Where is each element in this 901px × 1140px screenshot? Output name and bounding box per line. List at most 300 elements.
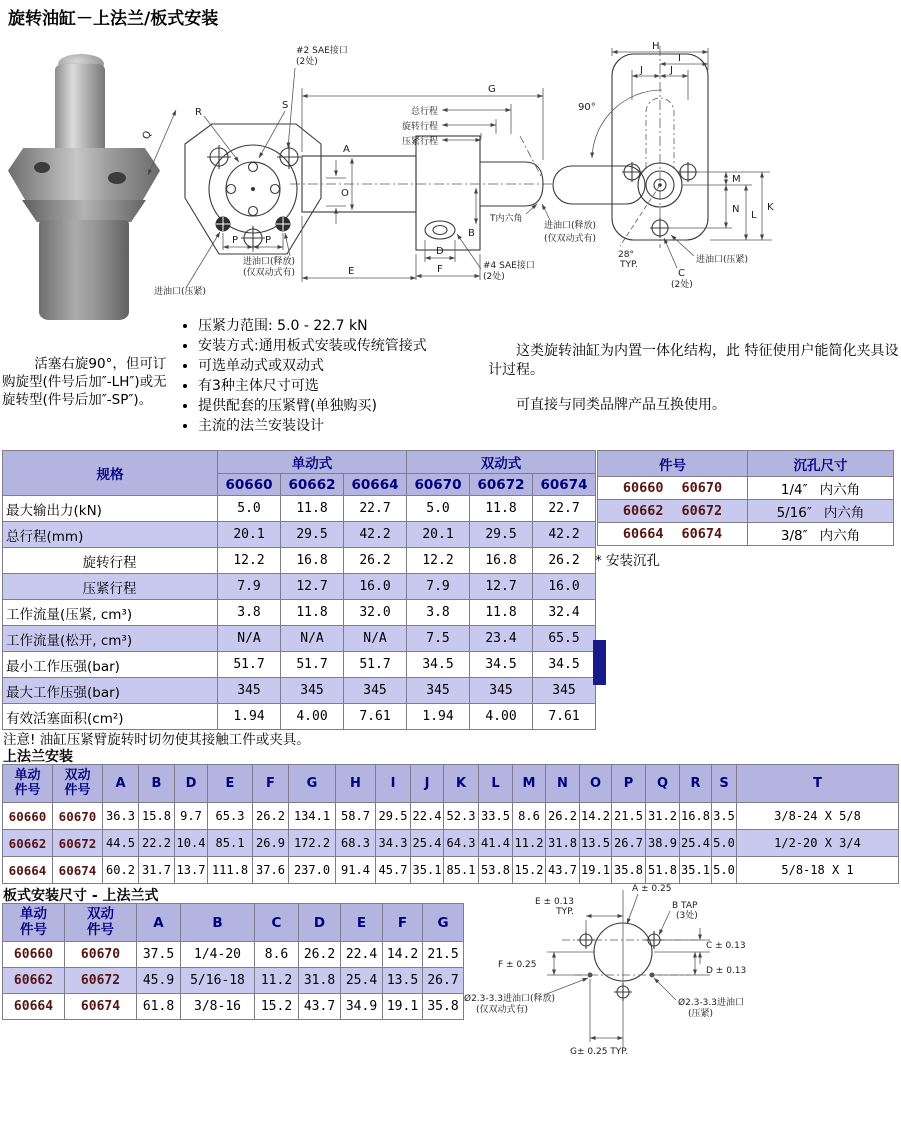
- spec-value: 12.7: [470, 574, 533, 600]
- spec-row-label: 总行程(mm): [3, 522, 218, 548]
- dim-column-header: G: [423, 904, 464, 942]
- dim-value: 1/4-20: [181, 942, 255, 968]
- dim-column-header: D: [175, 765, 208, 803]
- spec-value: 12.2: [407, 548, 470, 574]
- port-clamp-label: Ø2.3-3.3进油口: [678, 998, 744, 1008]
- spec-value: 16.0: [344, 574, 407, 600]
- dim-label-h: H: [652, 41, 660, 52]
- dim-label-f: F: [437, 264, 443, 275]
- spec-row-label: 有效活塞面积(cm²): [3, 704, 218, 730]
- spec-row: [3, 522, 596, 548]
- dim-label-f: F ± 0.25: [498, 960, 537, 970]
- technical-drawing-top: [140, 40, 901, 322]
- spec-value: 345: [407, 678, 470, 704]
- spec-value: N/A: [344, 626, 407, 652]
- dim-column-header: P: [612, 765, 646, 803]
- spec-value: 345: [344, 678, 407, 704]
- sae-port4-label2: (2处): [483, 272, 505, 282]
- spec-value: 11.8: [281, 600, 344, 626]
- dim-column-header: A: [137, 904, 181, 942]
- hex-label: 内六角: [819, 482, 861, 498]
- dim-value: 31.2: [646, 803, 680, 830]
- spec-value: 65.5: [533, 626, 596, 652]
- dim-value: 5.0: [712, 830, 737, 857]
- spec-row-label: 旋转行程: [3, 548, 218, 574]
- spec-value: 1.94: [407, 704, 470, 730]
- dim-column-header: I: [376, 765, 411, 803]
- dim-label-o: O: [341, 188, 349, 199]
- spec-value: 34.5: [470, 652, 533, 678]
- dim-value: 19.1: [383, 994, 423, 1020]
- spec-value: 29.5: [281, 522, 344, 548]
- dim-label-c: C ± 0.13: [706, 941, 746, 951]
- dim-value: 41.4: [479, 830, 513, 857]
- part-number: 60660: [622, 480, 664, 496]
- part-number: 60672: [65, 968, 137, 994]
- dim-column-header: A: [103, 765, 139, 803]
- photo-flange: [8, 148, 160, 202]
- photo-flange-skirt: [22, 200, 146, 222]
- size-value: 1/4″: [780, 482, 808, 498]
- part-number: 60674: [65, 994, 137, 1020]
- spec-value: 5.0: [407, 496, 470, 522]
- dim-value: 29.5: [376, 803, 411, 830]
- dim-label-s: S: [282, 100, 289, 111]
- dim-value: 34.3: [376, 830, 411, 857]
- spec-row: [3, 600, 596, 626]
- dim-value: 35.8: [423, 994, 464, 1020]
- counterbore-header: [598, 451, 894, 477]
- flange-row: [3, 830, 899, 857]
- spec-value: 16.0: [533, 574, 596, 600]
- spec-value: 7.5: [407, 626, 470, 652]
- part-number-header: 60660: [218, 474, 281, 496]
- part-number: 60664: [622, 526, 664, 542]
- dim-column-header: K: [444, 765, 479, 803]
- dim-value: 22.4: [411, 803, 444, 830]
- group-single-acting: 单动式: [218, 451, 407, 474]
- spec-value: 26.2: [533, 548, 596, 574]
- right-note-1: 这类旋转油缸为内置一体化结构，此 特征使用户能简化夹具设计过程。: [488, 343, 899, 378]
- spec-table: [2, 450, 596, 730]
- feature-item: • 主流的法兰安装设计: [198, 416, 518, 436]
- spec-value: 26.2: [344, 548, 407, 574]
- right-notes: [488, 342, 900, 431]
- counterbore-parts: [598, 523, 748, 546]
- dim-label-a: A ± 0.25: [632, 884, 672, 894]
- dim-value: 111.8: [208, 857, 253, 884]
- size-value: 3/8″: [780, 528, 808, 544]
- dim-value: 3/8-24 X 5/8: [737, 803, 899, 830]
- dim-value: 15.8: [139, 803, 175, 830]
- dim-value: 26.7: [612, 830, 646, 857]
- spec-row-label: 工作流量(压紧, cm³): [3, 600, 218, 626]
- plate-row: [3, 994, 464, 1020]
- angle-28-label: 28°: [618, 250, 634, 260]
- col-single-part: 单动 件号: [3, 765, 53, 803]
- dim-value: 22.2: [139, 830, 175, 857]
- sae-port-label2: (2处): [296, 57, 318, 67]
- dim-label-m: M: [732, 174, 741, 185]
- spec-value: 5.0: [218, 496, 281, 522]
- dim-value: 31.8: [299, 968, 341, 994]
- spec-value: 51.7: [281, 652, 344, 678]
- dim-label-r: R: [195, 107, 202, 118]
- plate-section-title: 板式安装尺寸 - 上法兰式: [3, 888, 159, 904]
- spec-value: 12.2: [218, 548, 281, 574]
- plate-row: [3, 942, 464, 968]
- spec-value: 7.9: [407, 574, 470, 600]
- dim-column-header: N: [546, 765, 580, 803]
- part-number: 60664: [3, 994, 65, 1020]
- spec-value: 7.9: [218, 574, 281, 600]
- dim-column-header: R: [680, 765, 712, 803]
- dim-value: 172.2: [289, 830, 336, 857]
- accent-block: [593, 640, 606, 685]
- dim-value: 3.5: [712, 803, 737, 830]
- spec-value: 345: [218, 678, 281, 704]
- counterbore-parts: [598, 477, 748, 500]
- dim-value: 19.1: [580, 857, 612, 884]
- dim-value: 45.9: [137, 968, 181, 994]
- dim-value: 61.8: [137, 994, 181, 1020]
- spec-value: 32.4: [533, 600, 596, 626]
- port-release-label: 进油口(释放): [242, 257, 296, 267]
- counterbore-row: [598, 477, 894, 500]
- page-title: 旋转油缸－上法兰/板式安装: [8, 9, 219, 29]
- dim-value: 5/16-18: [181, 968, 255, 994]
- counterbore-row: [598, 523, 894, 546]
- hex-label: 内六角: [819, 528, 861, 544]
- plate-mount-table: [2, 903, 464, 1020]
- feature-item: • 压紧力范围: 5.0 - 22.7 kN: [198, 316, 518, 336]
- dim-value: 60.2: [103, 857, 139, 884]
- dim-label-e: E ± 0.13: [535, 897, 574, 907]
- part-number: 60670: [65, 942, 137, 968]
- size-value: 5/16″: [776, 505, 812, 521]
- counterbore-col-size: 沉孔尺寸: [748, 451, 894, 477]
- spec-value: 16.8: [281, 548, 344, 574]
- stroke-total-label: 总行程: [410, 107, 438, 117]
- dim-value: 14.2: [383, 942, 423, 968]
- dim-value: 21.5: [612, 803, 646, 830]
- dim-value: 15.2: [513, 857, 546, 884]
- dim-value: 15.2: [255, 994, 299, 1020]
- dim-label-e: E: [348, 266, 355, 277]
- spec-value: 42.2: [533, 522, 596, 548]
- spec-value: 12.7: [281, 574, 344, 600]
- dim-column-header: F: [253, 765, 289, 803]
- spec-value: 20.1: [218, 522, 281, 548]
- dim-label-g: G± 0.25 TYP.: [570, 1047, 629, 1057]
- spec-value: 16.8: [470, 548, 533, 574]
- stroke-rotate-label: 旋转行程: [401, 122, 438, 132]
- dim-column-header: O: [580, 765, 612, 803]
- dim-value: 13.5: [383, 968, 423, 994]
- photo-rod: [55, 64, 105, 156]
- dim-label-j: J: [670, 65, 673, 76]
- part-number-header: 60664: [344, 474, 407, 496]
- dim-value: 85.1: [208, 830, 253, 857]
- spec-value: 7.61: [533, 704, 596, 730]
- part-number: 60660: [3, 803, 53, 830]
- dim-label-e-typ: TYP.: [556, 907, 574, 917]
- dim-value: 5.0: [712, 857, 737, 884]
- dim-label-g: G: [488, 84, 496, 95]
- dim-column-header: C: [255, 904, 299, 942]
- counterbore-parts: [598, 500, 748, 523]
- spec-value: 345: [470, 678, 533, 704]
- dim-column-header: B: [181, 904, 255, 942]
- spec-row: [3, 626, 596, 652]
- plate-view: [464, 884, 746, 1057]
- part-number: 60674: [681, 526, 723, 542]
- group-double-acting: 双动式: [407, 451, 596, 474]
- dim-value: 26.2: [546, 803, 580, 830]
- counterbore-footnote: * 安装沉孔: [595, 553, 661, 569]
- spec-value: 42.2: [344, 522, 407, 548]
- dim-column-header: M: [513, 765, 546, 803]
- dim-value: 1/2-20 X 3/4: [737, 830, 899, 857]
- side-view: [290, 84, 596, 282]
- dim-value: 26.2: [253, 803, 289, 830]
- photo-cylinder-body: [39, 220, 129, 320]
- dim-column-header: Q: [646, 765, 680, 803]
- spec-row: [3, 704, 596, 730]
- front-view: [141, 44, 349, 297]
- port-release-label2: (仅双动式有): [242, 268, 296, 278]
- feature-item: • 安装方式:通用板式安装或传统管接式: [198, 336, 518, 356]
- feature-item: • 可选单动式或双动式: [198, 356, 518, 376]
- spec-row-label: 最大输出力(kN): [3, 496, 218, 522]
- counterbore-size: [748, 523, 894, 546]
- dim-value: 13.5: [580, 830, 612, 857]
- dim-value: 85.1: [444, 857, 479, 884]
- part-number: 60672: [53, 830, 103, 857]
- flange-header: [3, 765, 899, 803]
- col-single-part: 单动 件号: [3, 904, 65, 942]
- dim-column-header: B: [139, 765, 175, 803]
- sae-port4-label: #4 SAE接口: [483, 261, 535, 271]
- spec-row-label: 工作流量(松开, cm³): [3, 626, 218, 652]
- counterbore-row: [598, 500, 894, 523]
- dim-value: 38.9: [646, 830, 680, 857]
- dim-label-j: J: [640, 65, 643, 76]
- dim-value: 14.2: [580, 803, 612, 830]
- part-number: 60664: [3, 857, 53, 884]
- spec-value: 3.8: [407, 600, 470, 626]
- spec-value: 4.00: [470, 704, 533, 730]
- spec-value: 11.8: [470, 600, 533, 626]
- spec-value: 23.4: [470, 626, 533, 652]
- dim-value: 65.3: [208, 803, 253, 830]
- btap-label: B TAP: [672, 901, 698, 911]
- counterbore-table: [597, 450, 894, 546]
- dim-value: 35.1: [680, 857, 712, 884]
- dim-column-header: D: [299, 904, 341, 942]
- port-release-label2: (仅双动式有): [476, 1005, 529, 1015]
- left-note: 活塞右旋90°，但可订购旋型(件号后加″-LH″)或无旋转型(件号后加″-SP″)。: [2, 356, 167, 408]
- photo-bolt-hole: [34, 162, 50, 173]
- part-number: 60670: [681, 480, 723, 496]
- part-number: 60662: [3, 830, 53, 857]
- dim-value: 22.4: [341, 942, 383, 968]
- counterbore-col-part: 件号: [598, 451, 748, 477]
- dim-value: 11.2: [255, 968, 299, 994]
- dim-value: 51.8: [646, 857, 680, 884]
- dim-value: 8.6: [513, 803, 546, 830]
- dim-label-p: P: [265, 235, 272, 246]
- dim-value: 31.8: [546, 830, 580, 857]
- dim-value: 31.7: [139, 857, 175, 884]
- dim-value: 33.5: [479, 803, 513, 830]
- part-number-header: 60672: [470, 474, 533, 496]
- dim-value: 3/8-16: [181, 994, 255, 1020]
- dim-value: 25.4: [680, 830, 712, 857]
- spec-corner: 规格: [3, 451, 218, 496]
- dim-value: 43.7: [546, 857, 580, 884]
- part-number: 60674: [53, 857, 103, 884]
- flange-section-title: 上法兰安装: [3, 749, 73, 765]
- dim-column-header: E: [341, 904, 383, 942]
- dim-value: 5/8-18 X 1: [737, 857, 899, 884]
- dim-value: 36.3: [103, 803, 139, 830]
- port-clamp-label2: (压紧): [688, 1009, 714, 1019]
- hex-label: 内六角: [823, 505, 865, 521]
- spec-row: [3, 548, 596, 574]
- dim-label-d: D ± 0.13: [706, 966, 747, 976]
- spec-value: 22.7: [344, 496, 407, 522]
- spec-value: 11.8: [470, 496, 533, 522]
- dim-column-header: G: [289, 765, 336, 803]
- spec-header-groups: [3, 451, 596, 474]
- dim-label-q: Q: [140, 129, 155, 142]
- dim-value: 13.7: [175, 857, 208, 884]
- rear-view: [553, 41, 774, 290]
- dim-column-header: E: [208, 765, 253, 803]
- spec-value: 51.7: [218, 652, 281, 678]
- col-double-part: 双动 件号: [53, 765, 103, 803]
- dim-value: 68.3: [336, 830, 376, 857]
- dim-column-header: T: [737, 765, 899, 803]
- spec-row-label: 压紧行程: [3, 574, 218, 600]
- hex-socket-label: T内六角: [490, 214, 523, 224]
- counterbore-size: [748, 477, 894, 500]
- spec-row-label: 最大工作压强(bar): [3, 678, 218, 704]
- dim-value: 237.0: [289, 857, 336, 884]
- dim-value: 58.7: [336, 803, 376, 830]
- spec-value: 345: [533, 678, 596, 704]
- feature-item: • 提供配套的压紧臂(单独购买): [198, 396, 518, 416]
- part-number: 60662: [3, 968, 65, 994]
- part-number-header: 60674: [533, 474, 596, 496]
- dim-value: 34.9: [341, 994, 383, 1020]
- spec-value: 11.8: [281, 496, 344, 522]
- spec-value: 32.0: [344, 600, 407, 626]
- dim-label-a: A: [343, 144, 350, 155]
- dim-value: 52.3: [444, 803, 479, 830]
- counterbore-size: [748, 500, 894, 523]
- spec-value: 20.1: [407, 522, 470, 548]
- dim-value: 8.6: [255, 942, 299, 968]
- spec-value: N/A: [281, 626, 344, 652]
- dim-value: 11.2: [513, 830, 546, 857]
- spec-value: 7.61: [344, 704, 407, 730]
- dim-value: 35.1: [411, 857, 444, 884]
- dim-column-header: H: [336, 765, 376, 803]
- dim-value: 26.2: [299, 942, 341, 968]
- spec-value: 22.7: [533, 496, 596, 522]
- port-release-label2: (仅双动式有): [544, 234, 597, 244]
- photo-bolt-hole: [108, 172, 126, 184]
- dim-label-c: C: [678, 268, 685, 279]
- dim-label-d: D: [436, 246, 444, 257]
- spec-row-label: 最小工作压强(bar): [3, 652, 218, 678]
- dim-value: 25.4: [341, 968, 383, 994]
- part-number-header: 60662: [281, 474, 344, 496]
- spec-row: [3, 678, 596, 704]
- spec-row: [3, 574, 596, 600]
- plate-header: [3, 904, 464, 942]
- technical-drawing-plate: [462, 880, 901, 1130]
- part-number-header: 60670: [407, 474, 470, 496]
- feature-list: [182, 316, 518, 436]
- right-note-2: 可直接与同类品牌产品互换使用。: [516, 396, 726, 413]
- dim-value: 37.5: [137, 942, 181, 968]
- spec-value: 3.8: [218, 600, 281, 626]
- dim-value: 44.5: [103, 830, 139, 857]
- spec-value: 51.7: [344, 652, 407, 678]
- feature-item: • 有3种主体尺寸可选: [198, 376, 518, 396]
- dim-value: 45.7: [376, 857, 411, 884]
- dim-value: 25.4: [411, 830, 444, 857]
- part-number: 60670: [53, 803, 103, 830]
- dim-label-i: I: [678, 53, 681, 64]
- flange-row: [3, 803, 899, 830]
- angle-90-label: 90°: [578, 102, 596, 113]
- spec-value: 34.5: [533, 652, 596, 678]
- spec-value: N/A: [218, 626, 281, 652]
- dim-column-header: J: [411, 765, 444, 803]
- spec-row: [3, 652, 596, 678]
- dim-value: 9.7: [175, 803, 208, 830]
- dim-value: 16.8: [680, 803, 712, 830]
- flange-mount-table: [2, 764, 899, 884]
- sae-port-label: #2 SAE接口: [296, 46, 348, 56]
- spec-value: 29.5: [470, 522, 533, 548]
- dim-value: 26.7: [423, 968, 464, 994]
- btap-label2: (3处): [676, 911, 698, 921]
- part-number: 60660: [3, 942, 65, 968]
- product-photo: [8, 52, 160, 320]
- dim-label-l: L: [751, 210, 757, 221]
- spec-value: 34.5: [407, 652, 470, 678]
- port-clamp-label: 进油口(压紧): [154, 287, 207, 297]
- spec-value: 1.94: [218, 704, 281, 730]
- spec-value: 345: [281, 678, 344, 704]
- dim-column-header: S: [712, 765, 737, 803]
- col-double-part: 双动 件号: [65, 904, 137, 942]
- spec-value: 4.00: [281, 704, 344, 730]
- dim-value: 43.7: [299, 994, 341, 1020]
- dim-label-c2: (2处): [671, 280, 693, 290]
- dim-value: 10.4: [175, 830, 208, 857]
- port-clamp-label: 进油口(压紧): [696, 255, 749, 265]
- dim-label-b: B: [468, 228, 475, 239]
- dim-value: 134.1: [289, 803, 336, 830]
- dim-column-header: L: [479, 765, 513, 803]
- dim-value: 64.3: [444, 830, 479, 857]
